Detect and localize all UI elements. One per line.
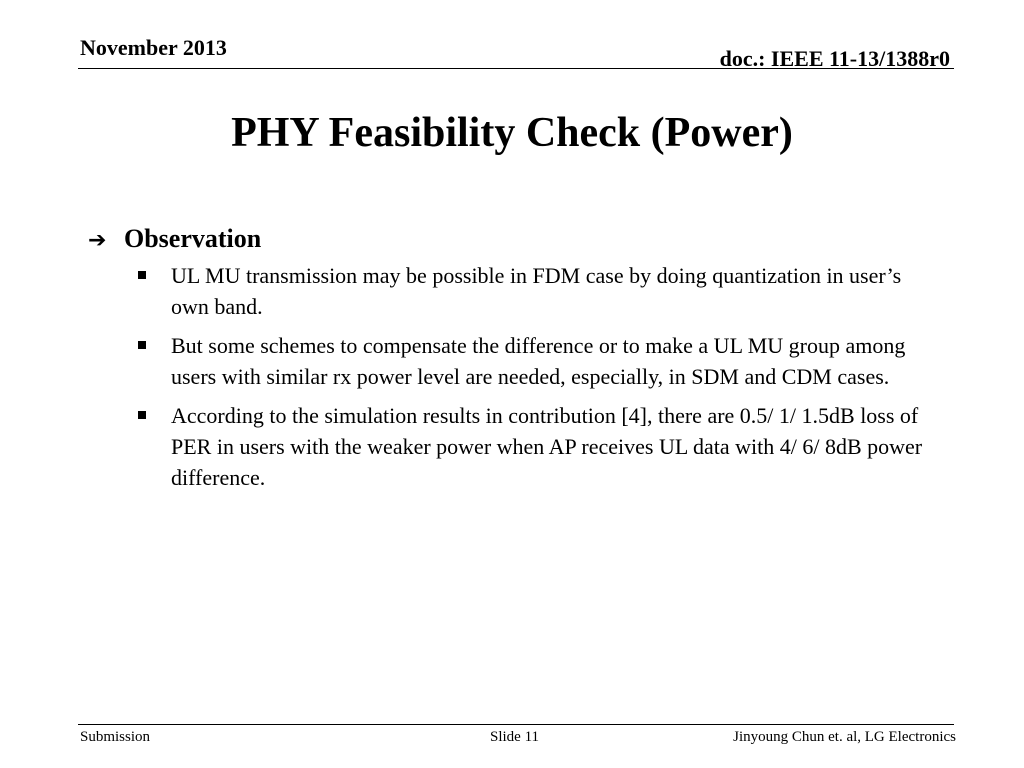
bullet-text: But some schemes to compensate the difference or to make a UL MU group among users with similar rx power level are needed, especially, in SDM and CDM cases.: [171, 333, 906, 389]
header-divider: [78, 68, 954, 69]
slide-title: PHY Feasibility Check (Power): [231, 110, 793, 156]
footer-divider: [78, 724, 954, 725]
right-arrow-icon: ➔: [88, 228, 107, 253]
square-bullet-icon: [138, 271, 146, 279]
footer-submission: Submission: [80, 729, 151, 745]
bullet-item: [138, 330, 948, 392]
observation-bullet-list: [88, 260, 948, 493]
bullet-text: According to the simulation results in contribution [4], there are 0.5/ 1/ 1.5dB loss of PER in users with the weaker power when AP receives UL data with 4/ 6/ 8dB power difference.: [171, 403, 923, 490]
header-document-id: doc.: IEEE 11-13/1388r0: [719, 46, 950, 71]
footer-slide-number: Slide 11: [490, 729, 540, 745]
bullet-item: [138, 400, 948, 493]
observation-heading: [88, 222, 948, 258]
slide-body: [88, 222, 948, 501]
square-bullet-icon: [138, 411, 146, 419]
bullet-item: [138, 260, 948, 322]
observation-label: Observation: [124, 224, 262, 253]
square-bullet-icon: [138, 341, 146, 349]
footer-authors: Jinyoung Chun et. al, LG Electronics: [733, 729, 956, 745]
header-date: November 2013: [80, 35, 227, 60]
bullet-text: UL MU transmission may be possible in FDM case by doing quantization in user’s own band.: [171, 263, 902, 319]
